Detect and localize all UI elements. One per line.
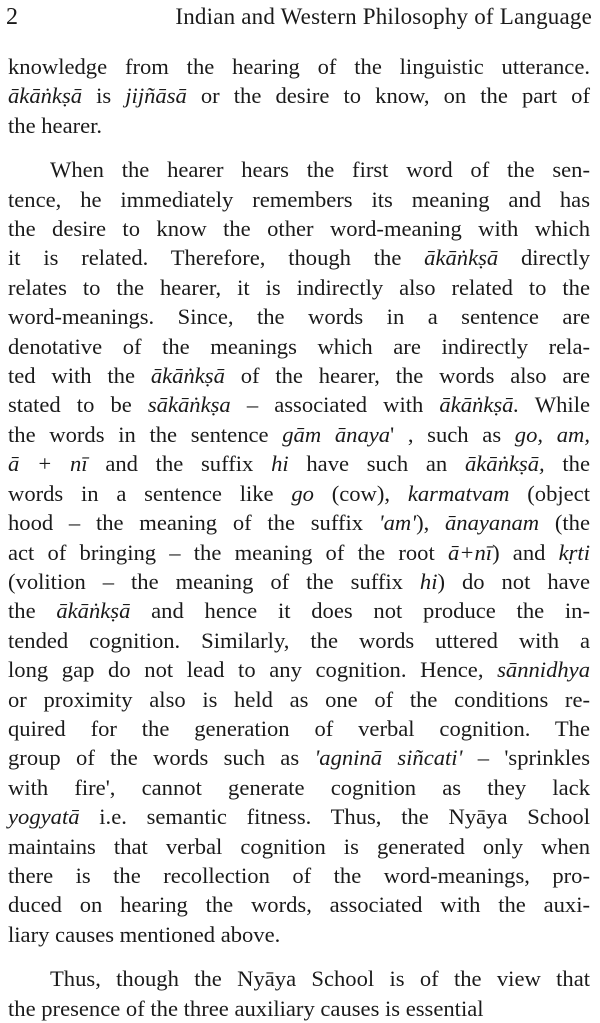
text-run: ' , such as <box>390 421 515 447</box>
text-run: relates to the hearer, it is indirectly also related to the <box>8 274 590 300</box>
text-run: group of the words such as <box>8 745 315 771</box>
text-line <box>8 390 590 419</box>
text-run: ) do not have <box>437 568 590 594</box>
text-line <box>8 273 590 302</box>
text-run: hood – the meaning of the suffix <box>8 510 379 536</box>
text-line <box>8 773 590 802</box>
text-run: the <box>8 598 57 624</box>
text-line <box>8 52 590 81</box>
italic-term: karmatvam <box>407 480 510 506</box>
text-run: the hearer. <box>8 112 103 138</box>
text-run: it is related. Therefore, though the <box>8 245 425 271</box>
italic-term: ākāṅkṣā <box>150 363 225 389</box>
text-run: and the suffix <box>87 451 272 477</box>
text-run: is <box>82 83 126 109</box>
text-line <box>8 332 590 361</box>
italic-term: go <box>291 480 314 506</box>
italic-term: ā + nī <box>8 451 88 477</box>
text-line <box>8 361 590 390</box>
text-run: the desire to know the other word-meaning with which <box>8 216 590 242</box>
text-line <box>8 567 590 596</box>
text-line <box>8 832 590 861</box>
italic-term: 'am' <box>378 510 417 536</box>
italic-term: gām ānaya <box>282 421 391 447</box>
text-run: there is the recollection of the word-meanings, pro- <box>8 862 590 888</box>
text-run: Thus, though the Nyāya School is of the view that <box>50 966 590 992</box>
text-run: – associated with <box>230 392 440 418</box>
text-line <box>8 538 590 567</box>
text-line <box>8 964 590 993</box>
text-line <box>8 420 590 449</box>
text-run: the <box>544 451 590 477</box>
italic-term: ā+nī <box>447 539 493 565</box>
text-run: (object <box>509 480 590 506</box>
text-run: liary causes mentioned above. <box>8 921 281 947</box>
text-run: (volition – the meaning of the suffix <box>8 568 420 594</box>
text-run: or proximity also is held as one of the conditions re- <box>8 686 590 712</box>
text-line <box>8 626 590 655</box>
body-text <box>8 52 590 1023</box>
italic-term: hi <box>271 451 289 477</box>
text-run: tended cognition. Similarly, the words uttered with a <box>8 627 590 653</box>
italic-term: kṛti <box>558 539 590 565</box>
text-run: ) and <box>492 539 559 565</box>
text-line <box>8 479 590 508</box>
text-line <box>8 685 590 714</box>
text-line <box>8 920 590 949</box>
text-run: quired for the generation of verbal cognition. The <box>8 715 590 741</box>
text-run: stated to be <box>8 392 148 418</box>
text-run: word-meanings. Since, the words in a sentence are <box>8 304 590 330</box>
text-run: act of bringing – the meaning of the root <box>8 539 448 565</box>
text-line <box>8 302 590 331</box>
italic-term: ākāṅkṣā. <box>439 392 520 418</box>
text-run: duced on hearing the words, associated with the auxi- <box>8 892 590 918</box>
text-run: ), <box>416 510 445 536</box>
italic-term: yogyatā <box>8 804 80 830</box>
page-header <box>6 4 592 44</box>
paragraph <box>8 155 590 949</box>
text-line <box>8 243 590 272</box>
italic-term: sānnidhya <box>497 657 590 683</box>
text-line <box>8 508 590 537</box>
text-line <box>8 655 590 684</box>
text-line <box>8 596 590 625</box>
text-line <box>8 185 590 214</box>
text-line <box>8 890 590 919</box>
text-run: (the <box>539 510 591 536</box>
text-line <box>8 449 590 478</box>
text-line <box>8 714 590 743</box>
italic-term: ākāṅkṣā <box>8 83 83 109</box>
paragraph <box>8 964 590 1023</box>
text-line <box>8 743 590 772</box>
text-line <box>8 802 590 831</box>
italic-term: ānayanam <box>445 510 540 536</box>
text-run: knowledge from the hearing of the linguistic utterance. <box>8 54 590 79</box>
italic-term: go, am, <box>514 421 590 447</box>
text-run: the words in the sentence <box>8 421 283 447</box>
text-line <box>8 994 590 1023</box>
text-run: i.e. semantic fitness. Thus, the Nyāya School <box>79 804 590 830</box>
italic-term: ākāṅkṣā <box>56 598 131 624</box>
text-run: directly <box>498 245 591 271</box>
text-run: denotative of the meanings which are indirectly rela- <box>8 333 590 359</box>
paragraph <box>8 52 590 140</box>
italic-term: jijñāsā <box>125 83 187 109</box>
running-title: Indian and Western Philosophy of Language <box>175 4 592 29</box>
text-line <box>8 214 590 243</box>
page-number: 2 <box>6 4 19 30</box>
text-run: long gap do not lead to any cognition. Hence, <box>8 657 498 683</box>
text-line <box>8 861 590 890</box>
text-run: with fire', cannot generate cognition as they lack <box>8 774 590 800</box>
text-line <box>8 155 590 184</box>
italic-term: ākāṅkṣā, <box>464 451 545 477</box>
text-run: While <box>519 392 590 418</box>
italic-term: 'agninā siñcati' <box>314 745 463 771</box>
text-run: (cow), <box>313 480 408 506</box>
text-line <box>8 81 590 110</box>
text-line <box>8 111 590 140</box>
italic-term: sākāṅkṣa <box>147 392 231 418</box>
text-run: – 'sprinkles <box>462 745 590 771</box>
text-run: When the hearer hears the first word of the sen- <box>50 157 590 183</box>
text-run: and hence it does not produce the in- <box>130 598 590 624</box>
text-run: tence, he immediately remembers its meaning and has <box>8 186 590 212</box>
text-run: maintains that verbal cognition is generated only when <box>8 833 590 859</box>
italic-term: hi <box>419 568 438 594</box>
text-run: of the hearer, the words also are <box>224 363 590 389</box>
text-run: words in a sentence like <box>8 480 292 506</box>
italic-term: ākāṅkṣā <box>424 245 499 271</box>
text-run: or the desire to know, on the part of <box>186 83 590 109</box>
text-run: ted with the <box>8 363 151 389</box>
text-run: the presence of the three auxiliary causes is essential <box>8 995 484 1021</box>
text-run: have such an <box>288 451 465 477</box>
